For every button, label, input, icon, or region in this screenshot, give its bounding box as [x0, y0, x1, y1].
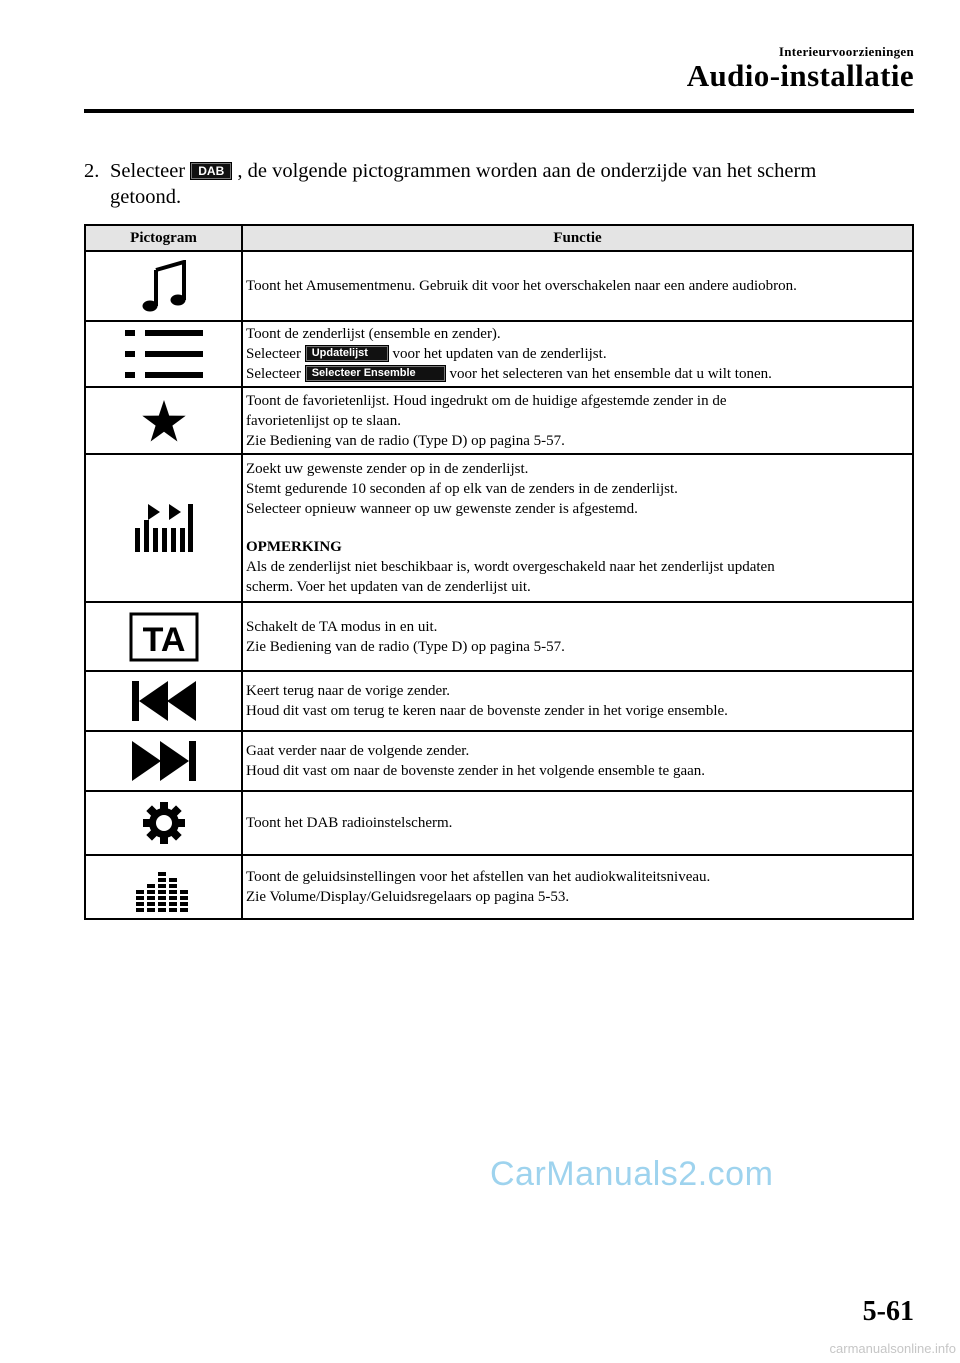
table-row — [85, 855, 913, 919]
equalizer-block — [136, 890, 144, 894]
function-text: Toont de zenderlijst (ensemble en zender). — [246, 326, 501, 342]
pictogram-cell — [85, 731, 242, 791]
function-cell — [242, 731, 913, 791]
function-text: favorietenlijst op te slaan. — [246, 412, 401, 429]
equalizer-block — [136, 896, 144, 900]
pictogram-table — [84, 224, 914, 920]
equalizer-block — [180, 908, 188, 912]
function-text: Zoekt uw gewenste zender op in de zenderlijst. — [246, 461, 529, 477]
equalizer-block — [158, 878, 166, 882]
equalizer-block — [158, 902, 166, 906]
function-cell — [242, 251, 913, 321]
section-title: Interieurvoorzieningen — [778, 44, 914, 59]
function-cell — [242, 321, 913, 387]
table-row — [85, 454, 913, 602]
intro-text-after: , de volgende pictogrammen worden aan de onderzijde van het scherm — [237, 160, 817, 182]
pictogram-cell — [85, 251, 242, 321]
page-title: Audio-installatie — [686, 58, 914, 93]
equalizer-block — [136, 902, 144, 906]
star-icon — [142, 400, 186, 442]
equalizer-block — [180, 890, 188, 894]
column-header-function: Functie — [242, 225, 913, 251]
column-header-pictogram: Pictogram — [85, 225, 242, 251]
updatelijst-button-image: Updatelijst — [305, 345, 389, 362]
equalizer-block — [169, 884, 177, 888]
function-text: Houd dit vast om terug te keren naar de bovenste zender in het vorige ensemble. — [246, 703, 728, 719]
function-text: Zie Bediening van de radio (Type D) op pagina 5-57. — [246, 432, 565, 449]
function-cell — [242, 387, 913, 454]
function-cell — [242, 671, 913, 731]
page-number: 5-61 — [862, 1296, 914, 1327]
selecteer-ensemble-button-image: Selecteer Ensemble — [305, 365, 446, 382]
table-row — [85, 791, 913, 855]
table-row — [85, 602, 913, 671]
function-text: Zie Bediening van de radio (Type D) op pagina 5-57. — [246, 638, 565, 655]
equalizer-block — [169, 890, 177, 894]
list-icon — [125, 330, 203, 378]
equalizer-block — [169, 896, 177, 900]
note-title: OPMERKING — [246, 539, 342, 555]
pictogram-cell — [85, 321, 242, 387]
function-text-after: voor het selecteren van het ensemble dat u wilt tonen. — [449, 366, 772, 382]
ta-icon — [129, 612, 199, 662]
pictogram-cell — [85, 855, 242, 919]
function-text: Toont de geluidsinstellingen voor het afstellen van het audiokwaliteitsniveau. — [246, 869, 711, 885]
function-text: Houd dit vast om naar de bovenste zender in het volgende ensemble te gaan. — [246, 763, 706, 779]
table-row — [85, 251, 913, 321]
equalizer-block — [147, 884, 155, 888]
dab-button-image: DAB — [190, 162, 232, 180]
function-text: Stemt gedurende 10 seconden af op elk van de zenders in de zenderlijst. — [246, 481, 678, 497]
equalizer-block — [158, 896, 166, 900]
spacer — [246, 519, 908, 537]
scan-icon — [135, 504, 193, 552]
pictogram-cell — [85, 387, 242, 454]
intro-text-before: Selecteer — [110, 160, 186, 182]
skip-back-icon — [132, 681, 196, 721]
equalizer-block — [180, 902, 188, 906]
header-divider — [84, 109, 914, 113]
function-text: Toont de favorietenlijst. Houd ingedrukt om de huidige afgestemde zender in de — [246, 392, 727, 409]
select-text: Selecteer — [246, 346, 301, 362]
step-number: 2. — [84, 160, 100, 182]
function-cell — [242, 454, 913, 602]
equalizer-block — [147, 908, 155, 912]
select-text: Selecteer — [246, 366, 301, 382]
function-text: Schakelt de TA modus in en uit. — [246, 618, 438, 635]
equalizer-block — [158, 890, 166, 894]
pictogram-cell — [85, 671, 242, 731]
function-cell — [242, 855, 913, 919]
function-cell — [242, 791, 913, 855]
function-text: Selecteer opnieuw wanneer op uw gewenste zender is afgestemd. — [246, 501, 638, 517]
equalizer-block — [169, 902, 177, 906]
pictogram-cell — [85, 602, 242, 671]
watermark-logo: CarManuals2.com — [490, 1155, 774, 1193]
equalizer-block — [158, 872, 166, 876]
table-row — [85, 321, 913, 387]
function-text — [246, 344, 908, 364]
table-row — [85, 671, 913, 731]
function-cell — [242, 602, 913, 671]
gear-icon — [143, 802, 185, 844]
equalizer-block — [180, 896, 188, 900]
function-text — [246, 364, 908, 384]
music-note-icon — [141, 260, 187, 312]
function-text: Zie Volume/Display/Geluidsregelaars op pagina 5-53. — [246, 889, 570, 905]
footer-site-text: carmanualsonline.info — [829, 1341, 956, 1356]
ta-icon-label: TA — [142, 620, 185, 659]
function-text: Toont het Amusementmenu. Gebruik dit voor het overschakelen naar een andere audiobron. — [246, 278, 797, 294]
table-row — [85, 387, 913, 454]
note-text: scherm. Voer het updaten van de zenderlijst uit. — [246, 579, 531, 595]
function-text-after: voor het updaten van de zenderlijst. — [392, 346, 607, 362]
equalizer-block — [147, 890, 155, 894]
intro-text-continuation: getoond. — [110, 186, 182, 208]
equalizer-block — [147, 896, 155, 900]
skip-forward-icon — [132, 741, 196, 781]
function-text: Gaat verder naar de volgende zender. — [246, 743, 470, 759]
function-text: Keert terug naar de vorige zender. — [246, 683, 451, 699]
table-header-row — [85, 225, 913, 251]
intro-paragraph — [84, 158, 904, 210]
table-row — [85, 731, 913, 791]
equalizer-block — [169, 908, 177, 912]
pictogram-cell — [85, 454, 242, 602]
note-text: Als de zenderlijst niet beschikbaar is, wordt overgeschakeld naar het zenderlijst updaten — [246, 559, 775, 575]
equalizer-block — [147, 902, 155, 906]
equalizer-block — [158, 884, 166, 888]
equalizer-block — [136, 908, 144, 912]
equalizer-block — [158, 908, 166, 912]
pictogram-cell — [85, 791, 242, 855]
function-text: Toont het DAB radioinstelscherm. — [246, 815, 453, 831]
equalizer-block — [169, 878, 177, 882]
equalizer-icon — [136, 862, 192, 912]
